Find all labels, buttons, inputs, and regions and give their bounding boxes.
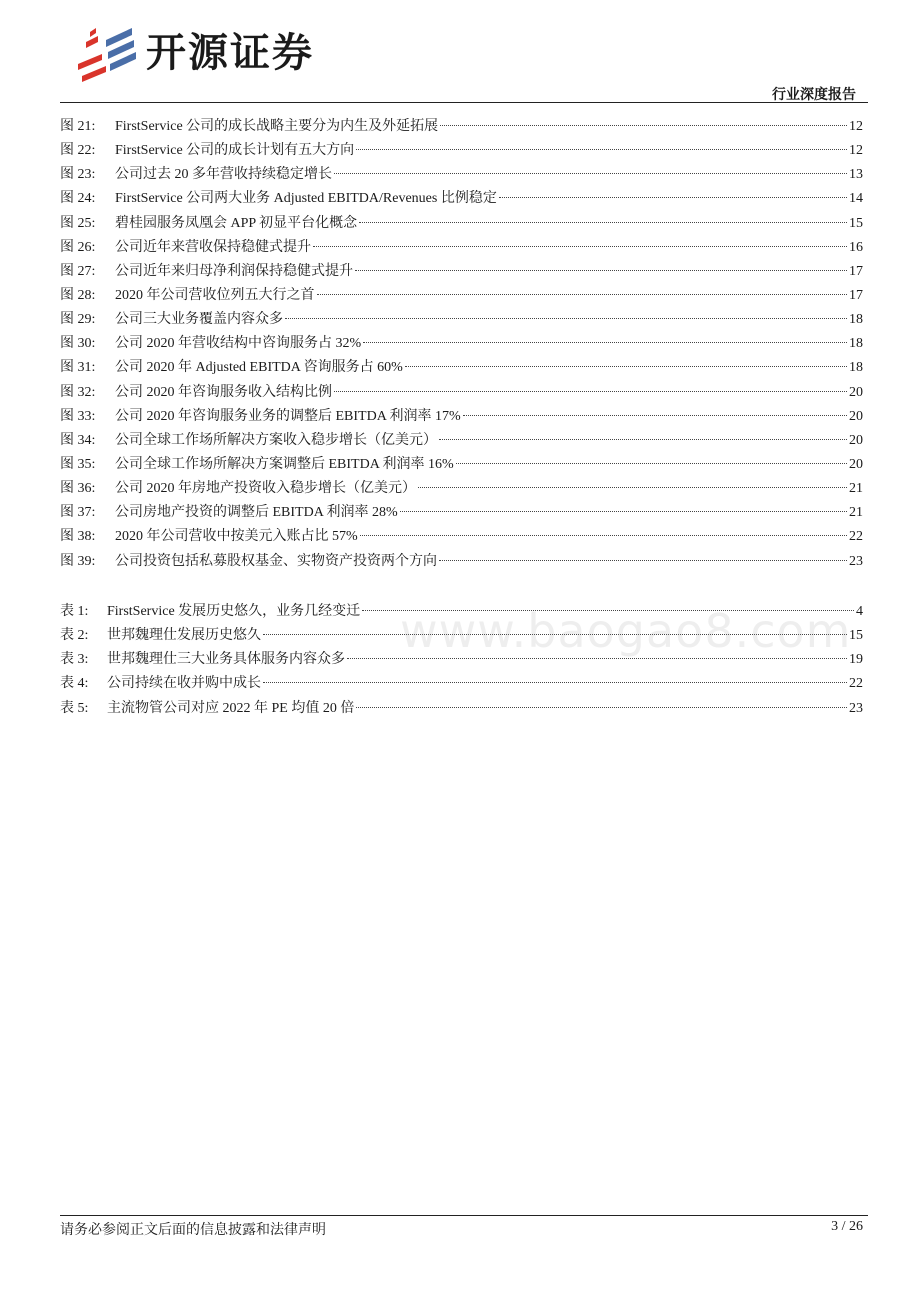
figure-entry-page: 12 <box>849 119 863 134</box>
figure-entry-label: 图 27: <box>60 263 96 279</box>
figure-entry-page: 23 <box>849 553 863 569</box>
figure-entry-title: 公司全球工作场所解决方案调整后 EBITDA 利润率 16% <box>115 456 454 472</box>
table-entry-title: 世邦魏理仕发展历史悠久 <box>107 628 261 644</box>
dot-leader <box>439 560 847 561</box>
dot-leader <box>263 682 847 683</box>
figure-entry-label: 图 21: <box>60 119 96 134</box>
figure-entry[interactable] <box>60 501 863 525</box>
dot-leader <box>360 535 847 536</box>
table-entry-title: FirstService 发展历史悠久，业务几经变迁 <box>107 604 361 619</box>
figure-entry-title: FirstService 公司两大业务 Adjusted EBITDA/Revenues 比例稳定 <box>115 191 497 207</box>
figure-entry-label: 图 38: <box>60 529 96 545</box>
figure-entry[interactable] <box>60 356 863 380</box>
figure-entry-title: 公司房地产投资的调整后 EBITDA 利润率 28% <box>115 505 398 521</box>
figure-entry-title: 公司 2020 年咨询服务收入结构比例 <box>115 384 332 400</box>
dot-leader <box>263 634 847 635</box>
dot-leader <box>456 463 847 464</box>
report-type: 行业深度报告 <box>772 87 856 103</box>
figure-entry-label: 图 31: <box>60 360 96 376</box>
dot-leader <box>359 222 847 223</box>
dot-leader <box>347 658 847 659</box>
dot-leader <box>313 246 847 247</box>
figure-entry-page: 20 <box>849 432 863 448</box>
figure-entry-page: 14 <box>849 191 863 207</box>
table-entry-label: 表 3: <box>60 652 89 668</box>
figure-entry-title: 碧桂园服务凤凰会 APP 初显平台化概念 <box>115 215 358 231</box>
figure-entry-label: 图 33: <box>60 408 96 424</box>
dot-leader <box>334 391 847 392</box>
table-entry-page: 4 <box>856 604 863 619</box>
figure-entry-page: 18 <box>849 336 863 352</box>
figure-entry-title: 公司 2020 年 Adjusted EBITDA 咨询服务占 60% <box>115 360 403 376</box>
dot-leader <box>499 197 847 198</box>
dot-leader <box>405 366 847 367</box>
figure-entry-page: 15 <box>849 215 863 231</box>
figure-entry-title: 公司过去 20 多年营收持续稳定增长 <box>115 167 332 183</box>
dot-leader <box>418 487 847 488</box>
figure-entry-label: 图 30: <box>60 336 96 352</box>
figure-entry-label: 图 35: <box>60 456 96 472</box>
figure-entry-page: 21 <box>849 505 863 521</box>
table-entry-label: 表 2: <box>60 628 89 644</box>
figure-entry-label: 图 36: <box>60 481 96 497</box>
figure-entry[interactable] <box>60 115 863 139</box>
figure-entry[interactable] <box>60 236 863 260</box>
figure-entry[interactable] <box>60 139 863 163</box>
figure-entry-title: FirstService 公司的成长计划有五大方向 <box>115 143 355 159</box>
table-entry[interactable] <box>60 600 863 624</box>
figure-entry-label: 图 22: <box>60 143 96 159</box>
figure-entry[interactable] <box>60 284 863 308</box>
figure-entry[interactable] <box>60 212 863 236</box>
table-entry-page: 15 <box>849 628 863 644</box>
figure-entry-page: 21 <box>849 481 863 497</box>
figure-entry-page: 18 <box>849 360 863 376</box>
figure-entry[interactable] <box>60 525 863 549</box>
table-entry-title: 世邦魏理仕三大业务具体服务内容众多 <box>107 652 345 668</box>
figure-entry-label: 图 34: <box>60 432 96 448</box>
figure-entry-page: 20 <box>849 384 863 400</box>
figure-entry-page: 22 <box>849 529 863 545</box>
figure-entry-page: 16 <box>849 239 863 255</box>
company-logo <box>72 24 314 82</box>
figure-entry-label: 图 26: <box>60 239 96 255</box>
dot-leader <box>356 707 847 708</box>
table-entry-page: 19 <box>849 652 863 668</box>
dot-leader <box>285 318 847 319</box>
dot-leader <box>356 149 847 150</box>
table-entry[interactable] <box>60 697 863 721</box>
figure-entry[interactable] <box>60 429 863 453</box>
brand-name: 开源证券 <box>146 30 314 76</box>
table-entry-title: 主流物管公司对应 2022 年 PE 均值 20 倍 <box>107 700 355 716</box>
table-entry[interactable] <box>60 624 863 648</box>
figure-entry-label: 图 25: <box>60 215 96 231</box>
figure-entry-title: 公司投资包括私募股权基金、实物资产投资两个方向 <box>115 553 437 569</box>
dot-leader <box>362 610 854 611</box>
dot-leader <box>317 294 848 295</box>
watermark: www.baogao8.com <box>400 604 852 658</box>
figure-entry-label: 图 29: <box>60 312 96 328</box>
footer-divider <box>60 1215 868 1216</box>
figure-entry-label: 图 24: <box>60 191 96 207</box>
figure-entry-label: 图 23: <box>60 167 96 183</box>
figure-entry[interactable] <box>60 260 863 284</box>
dot-leader <box>439 439 847 440</box>
figure-entry-page: 13 <box>849 167 863 183</box>
figure-entry-title: 公司 2020 年咨询服务业务的调整后 EBITDA 利润率 17% <box>115 408 461 424</box>
figure-entry[interactable] <box>60 453 863 477</box>
figure-entry-page: 20 <box>849 408 863 424</box>
figure-entry-page: 18 <box>849 312 863 328</box>
table-entry[interactable] <box>60 648 863 672</box>
table-entry[interactable] <box>60 672 863 696</box>
page-number: 3 / 26 <box>831 1219 863 1234</box>
table-entry-page: 22 <box>849 676 863 692</box>
dot-leader <box>363 342 847 343</box>
table-entry-title: 公司持续在收并购中成长 <box>107 676 261 692</box>
figure-entry-page: 20 <box>849 456 863 472</box>
table-entry-label: 表 4: <box>60 676 89 692</box>
table-list <box>60 600 863 721</box>
figure-entry[interactable] <box>60 381 863 405</box>
table-entry-label: 表 1: <box>60 604 89 619</box>
page-header <box>0 0 920 104</box>
figure-entry-label: 图 32: <box>60 384 96 400</box>
figure-entry-title: 公司 2020 年营收结构中咨询服务占 32% <box>115 336 362 352</box>
figure-entry-title: 公司近年来营收保持稳健式提升 <box>115 239 311 255</box>
figure-entry[interactable] <box>60 550 863 574</box>
figure-entry[interactable] <box>60 163 863 187</box>
figure-entry[interactable] <box>60 405 863 429</box>
figure-entry[interactable] <box>60 477 863 501</box>
figure-entry[interactable] <box>60 332 863 356</box>
dot-leader <box>463 415 847 416</box>
dot-leader <box>355 270 847 271</box>
figure-entry-label: 图 39: <box>60 553 96 569</box>
figure-entry-title: 2020 年公司营收位列五大行之首 <box>115 287 315 303</box>
figure-entry-title: 公司三大业务覆盖内容众多 <box>115 312 283 328</box>
header-divider <box>60 102 868 103</box>
table-entry-page: 23 <box>849 700 863 716</box>
figure-entry-page: 17 <box>849 287 863 303</box>
dot-leader <box>400 511 847 512</box>
figure-entry-page: 17 <box>849 263 863 279</box>
logo-mark-icon <box>72 24 138 82</box>
figure-entry[interactable] <box>60 308 863 332</box>
dot-leader <box>440 125 847 126</box>
figure-entry-title: 2020 年公司营收中按美元入账占比 57% <box>115 529 358 545</box>
dot-leader <box>334 173 847 174</box>
figure-entry-page: 12 <box>849 143 863 159</box>
figure-list <box>60 115 863 574</box>
figure-entry-title: 公司全球工作场所解决方案收入稳步增长（亿美元） <box>115 432 437 448</box>
figure-entry-title: 公司近年来归母净利润保持稳健式提升 <box>115 263 353 279</box>
figure-entry-label: 图 37: <box>60 505 96 521</box>
figure-entry-title: FirstService 公司的成长战略主要分为内生及外延拓展 <box>115 119 439 134</box>
table-entry-label: 表 5: <box>60 700 89 716</box>
footer-disclaimer: 请务必参阅正文后面的信息披露和法律声明 <box>60 1223 326 1238</box>
figure-entry-title: 公司 2020 年房地产投资收入稳步增长（亿美元） <box>115 481 416 497</box>
figure-entry-label: 图 28: <box>60 287 96 303</box>
figure-entry[interactable] <box>60 187 863 211</box>
